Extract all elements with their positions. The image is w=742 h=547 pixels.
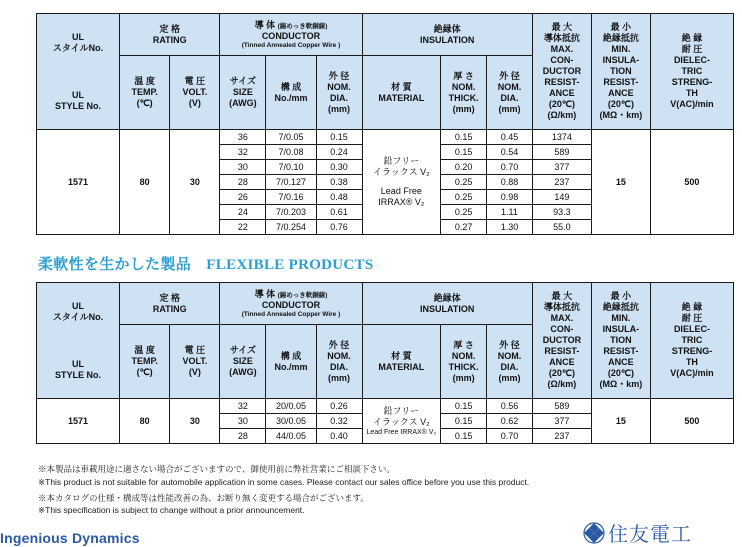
size-header: サイズ SIZE (AWG) bbox=[220, 56, 266, 130]
conductor-dia-cell: 0.32 bbox=[316, 414, 362, 429]
thickness-cell: 0.25 bbox=[441, 205, 487, 220]
insulation-dia-cell: 1.30 bbox=[487, 220, 533, 235]
resistance-cell: 237 bbox=[532, 429, 591, 444]
resistance-cell: 589 bbox=[532, 145, 591, 160]
conductor-dia-cell: 0.48 bbox=[316, 190, 362, 205]
ul-style-header-en: UL STYLE No. bbox=[55, 358, 102, 380]
resistance-cell: 149 bbox=[532, 190, 591, 205]
insulation-dia-cell: 0.56 bbox=[487, 399, 533, 414]
resistance-cell: 55.0 bbox=[532, 220, 591, 235]
thickness-cell: 0.15 bbox=[441, 130, 487, 145]
conductor-header: 導 体 (錫めっき軟銅線) CONDUCTOR (Tinned Annealed Copper Wire ) bbox=[220, 14, 362, 56]
construction-cell: 44/0.05 bbox=[266, 429, 316, 444]
conductor-dia-cell: 0.61 bbox=[316, 205, 362, 220]
max-resistance-header: 最 大 導体抵抗 MAX. CON- DUCTOR RESIST- ANCE (20℃) (Ω/km) bbox=[532, 14, 591, 130]
note-ja-2: ※本カタログの仕様・構成等は性能改善の為、お断り無く変更する場合がございます。 bbox=[38, 492, 369, 503]
max-resistance-header: 最 大 導体抵抗 MAX. CON- DUCTOR RESIST- ANCE (20℃) (Ω/km) bbox=[532, 283, 591, 399]
volt-header: 電 圧 VOLT. (V) bbox=[170, 56, 220, 130]
material-cell: 鉛フリー イラックス V₂ Lead Free IRRAX® V₂ bbox=[362, 130, 441, 235]
insulation-dia-cell: 0.70 bbox=[487, 160, 533, 175]
insulation-dia-cell: 0.98 bbox=[487, 190, 533, 205]
rating-header: 定 格 RATING bbox=[120, 14, 220, 56]
construction-cell: 30/0.05 bbox=[266, 414, 316, 429]
dielectric-value: 500 bbox=[650, 130, 733, 235]
construction-cell: 7/0.08 bbox=[266, 145, 316, 160]
conductor-dia-cell: 0.24 bbox=[316, 145, 362, 160]
insulation-dia-header: 外 径 NOM. DIA. (mm) bbox=[487, 56, 533, 130]
volt-header: 電 圧 VOLT. (V) bbox=[170, 325, 220, 399]
size-header: サイズ SIZE (AWG) bbox=[220, 325, 266, 399]
insulation-header: 絶縁体 INSULATION bbox=[362, 14, 532, 56]
resistance-cell: 93.3 bbox=[532, 205, 591, 220]
brand-tagline: Ingenious Dynamics bbox=[0, 530, 140, 546]
resistance-cell: 589 bbox=[532, 399, 591, 414]
construction-cell: 7/0.10 bbox=[266, 160, 316, 175]
dielectric-header: 絶 縁 耐 圧 DIELEC- TRIC STRENG- TH V(AC)/min bbox=[650, 14, 733, 130]
thickness-cell: 0.20 bbox=[441, 160, 487, 175]
ul-style-header-ja: UL スタイルNo. bbox=[52, 31, 104, 53]
min-insulation-value: 15 bbox=[591, 130, 650, 235]
insulation-dia-header: 外 径 NOM. DIA. (mm) bbox=[487, 325, 533, 399]
conductor-dia-cell: 0.15 bbox=[316, 130, 362, 145]
temp-header: 温 度 TEMP. (℃) bbox=[120, 56, 170, 130]
rating-header: 定 格 RATING bbox=[120, 283, 220, 325]
dielectric-header: 絶 縁 耐 圧 DIELEC- TRIC STRENG- TH V(AC)/min bbox=[650, 283, 733, 399]
conductor-dia-cell: 0.40 bbox=[316, 429, 362, 444]
resistance-cell: 377 bbox=[532, 414, 591, 429]
thickness-cell: 0.15 bbox=[441, 429, 487, 444]
logo-mark-icon bbox=[583, 522, 605, 544]
thickness-cell: 0.25 bbox=[441, 190, 487, 205]
min-insulation-header: 最 小 絶縁抵抗 MIN. INSULA- TION RESIST- ANCE (20℃) (MΩ・km) bbox=[591, 283, 650, 399]
note-en-1: ※This product is not suitable for automobile application in some cases. Please contact our sales office before you use this product. bbox=[38, 476, 530, 487]
conductor-header: 導 体 (錫めっき軟銅線) CONDUCTOR (Tinned Annealed Copper Wire ) bbox=[220, 283, 362, 325]
note-en-2: ※This specification is subject to change without a prior announcement. bbox=[38, 505, 305, 516]
insulation-dia-cell: 1.11 bbox=[487, 205, 533, 220]
min-insulation-value: 15 bbox=[591, 399, 650, 444]
size-cell: 32 bbox=[220, 399, 266, 414]
size-cell: 26 bbox=[220, 190, 266, 205]
construction-cell: 7/0.254 bbox=[266, 220, 316, 235]
conductor-dia-cell: 0.30 bbox=[316, 160, 362, 175]
construction-cell: 20/0.05 bbox=[266, 399, 316, 414]
conductor-dia-cell: 0.26 bbox=[316, 399, 362, 414]
temp-header: 温 度 TEMP. (℃) bbox=[120, 325, 170, 399]
size-cell: 28 bbox=[220, 429, 266, 444]
thickness-cell: 0.15 bbox=[441, 414, 487, 429]
min-insulation-header: 最 小 絶縁抵抗 MIN. INSULA- TION RESIST- ANCE (20℃) (MΩ・km) bbox=[591, 14, 650, 130]
construction-cell: 7/0.05 bbox=[266, 130, 316, 145]
size-cell: 30 bbox=[220, 414, 266, 429]
construction-cell: 7/0.127 bbox=[266, 175, 316, 190]
spec-table-flexible bbox=[36, 282, 734, 444]
size-cell: 36 bbox=[220, 130, 266, 145]
note-ja-1: ※本製品は車載用途に適さない場合がございますので、御使用前に弊社営業にご相談下さい。 bbox=[38, 464, 395, 474]
material-header: 材 質 MATERIAL bbox=[362, 56, 441, 130]
thickness-cell: 0.15 bbox=[441, 399, 487, 414]
conductor-dia-cell: 0.76 bbox=[316, 220, 362, 235]
size-cell: 22 bbox=[220, 220, 266, 235]
construction-cell: 7/0.203 bbox=[266, 205, 316, 220]
thickness-cell: 0.27 bbox=[441, 220, 487, 235]
conductor-dia-header: 外 径 NOM. DIA. (mm) bbox=[316, 56, 362, 130]
size-cell: 32 bbox=[220, 145, 266, 160]
style-number: 1571 bbox=[37, 130, 120, 235]
thickness-cell: 0.15 bbox=[441, 145, 487, 160]
insulation-dia-cell: 0.70 bbox=[487, 429, 533, 444]
construction-header: 構 成 No./mm bbox=[266, 56, 316, 130]
spec-table-standard bbox=[36, 13, 734, 235]
resistance-cell: 237 bbox=[532, 175, 591, 190]
construction-header: 構 成 No./mm bbox=[266, 325, 316, 399]
notes bbox=[38, 463, 529, 517]
thickness-header: 厚 さ NOM. THICK. (mm) bbox=[441, 56, 487, 130]
dielectric-value: 500 bbox=[650, 399, 733, 444]
insulation-dia-cell: 0.62 bbox=[487, 414, 533, 429]
size-cell: 30 bbox=[220, 160, 266, 175]
material-cell: 鉛フリー イラックス V₂ Lead Free IRRAX® V₂ bbox=[362, 399, 441, 444]
material-header: 材 質 MATERIAL bbox=[362, 325, 441, 399]
flexible-products-title: 柔軟性を生かした製品 FLEXIBLE PRODUCTS bbox=[38, 257, 374, 273]
construction-cell: 7/0.16 bbox=[266, 190, 316, 205]
insulation-dia-cell: 0.88 bbox=[487, 175, 533, 190]
size-cell: 24 bbox=[220, 205, 266, 220]
company-logo bbox=[583, 518, 692, 547]
thickness-cell: 0.25 bbox=[441, 175, 487, 190]
conductor-dia-cell: 0.38 bbox=[316, 175, 362, 190]
conductor-dia-header: 外 径 NOM. DIA. (mm) bbox=[316, 325, 362, 399]
volt-value: 30 bbox=[170, 130, 220, 235]
insulation-dia-cell: 0.54 bbox=[487, 145, 533, 160]
volt-value: 30 bbox=[170, 399, 220, 444]
temp-value: 80 bbox=[120, 130, 170, 235]
temp-value: 80 bbox=[120, 399, 170, 444]
size-cell: 28 bbox=[220, 175, 266, 190]
style-number: 1571 bbox=[37, 399, 120, 444]
ul-style-header-en: UL STYLE No. bbox=[55, 89, 102, 111]
resistance-cell: 1374 bbox=[532, 130, 591, 145]
insulation-header: 絶縁体 INSULATION bbox=[362, 283, 532, 325]
resistance-cell: 377 bbox=[532, 160, 591, 175]
ul-style-header-ja: UL スタイルNo. bbox=[52, 300, 104, 322]
insulation-dia-cell: 0.45 bbox=[487, 130, 533, 145]
logo-text: 住友電工 bbox=[608, 524, 692, 546]
thickness-header: 厚 さ NOM. THICK. (mm) bbox=[441, 325, 487, 399]
